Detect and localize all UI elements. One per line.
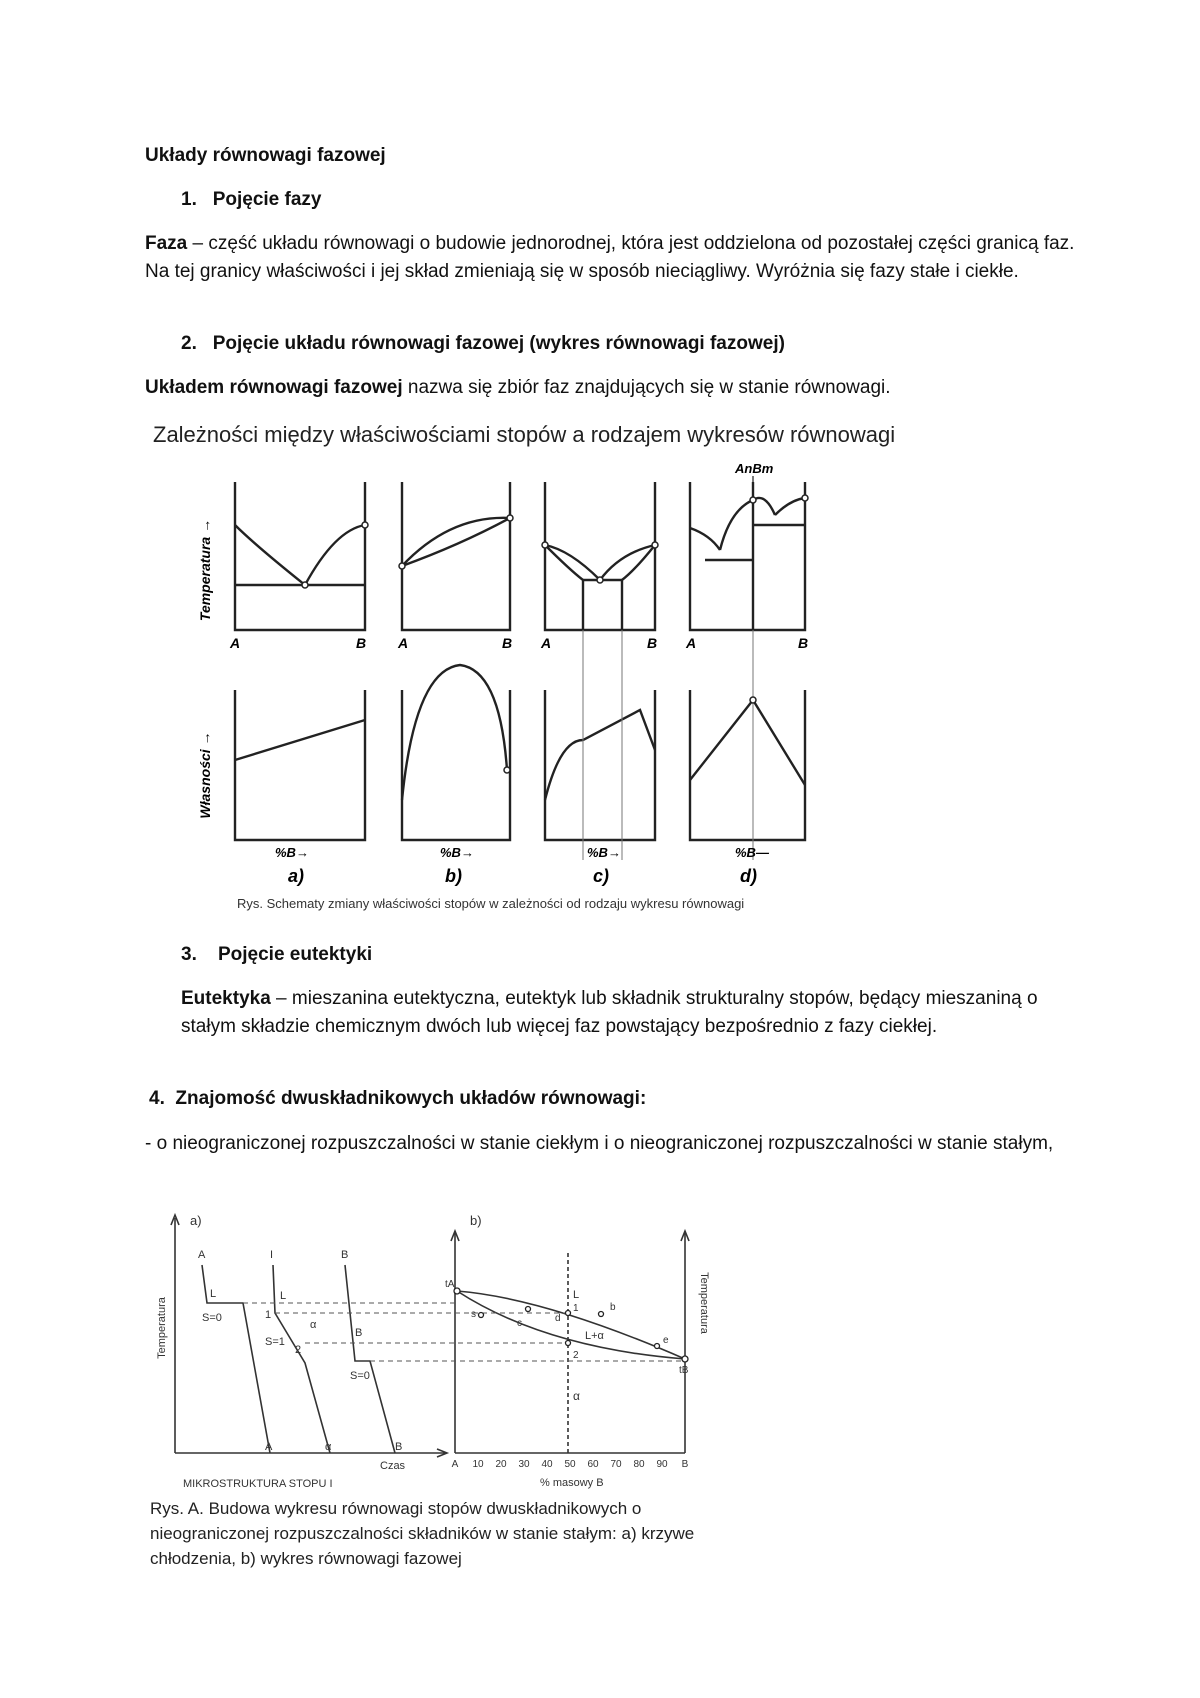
point-c: c [517,1318,522,1329]
phase-definition [145,230,1085,286]
ylabel-temperature-b: Temperatura [698,1272,710,1334]
definition-text: nazwa się zbiór faz znajdujących się w stanie równowagi. [402,377,891,398]
section-4-heading [149,1085,646,1113]
xlabel-d: %B— [735,845,769,860]
tick-3: 30 [518,1459,530,1470]
section-title: Pojęcie układu równowagi fazowej (wykres równowagi fazowej) [212,333,785,354]
tick-1: 10 [472,1459,484,1470]
term: Eutektyka [181,988,271,1009]
label-S0-a: S=0 [202,1312,222,1324]
point-2-b: 2 [573,1350,579,1361]
section-number: 1. [181,189,197,210]
term: Układem równowagi fazowej [145,377,403,398]
section-2-heading [181,330,785,358]
point-b: b [610,1302,616,1313]
term: Faza [145,233,188,254]
tick-6: 60 [587,1459,599,1470]
curve-label-B: B [341,1249,349,1261]
point-2-a: 2 [295,1344,302,1356]
panel-d-label: d) [740,866,757,886]
curve-label-A: A [198,1249,206,1261]
section-3-heading [181,941,372,969]
point-d: d [555,1313,561,1324]
ylabel-temperature: Temperatura → [197,518,213,622]
section-number: 3. [181,944,197,965]
label-A-b: A [398,635,409,651]
label-alpha-bottom: α [325,1441,332,1453]
label-A-a: A [230,635,241,651]
label-alpha-b: α [573,1389,580,1403]
section-4-text: - o nieograniczonej rozpuszczalności w stanie ciekłym i o nieograniczonej rozpuszczalności w stanie stałym, [145,1133,1054,1154]
point-e: e [663,1335,669,1346]
section-title: Pojęcie fazy [212,189,322,210]
tick-7: 70 [610,1459,622,1470]
xlabel-a: %B→ [275,845,309,860]
tick-10: B [681,1459,689,1470]
panel-b-label: b) [470,1213,482,1228]
definition-text: – mieszanina eutektyczna, eutektyk lub składnik strukturalny stopów, będący mieszaniną o stałym składzie chemicznym dwóch lub więcej faz powstający bezpośrednio z fazy ciekłej. [181,988,1038,1037]
label-L-i: L [280,1290,287,1302]
label-S1: S=1 [265,1336,285,1348]
section-title: Znajomość dwuskładnikowych układów równowagi: [175,1088,647,1109]
point-1-a: 1 [265,1309,272,1321]
panel-b-label: b) [445,866,462,886]
label-S0-b: S=0 [350,1370,370,1382]
section-title: Pojęcie eutektyki [217,944,373,965]
eutectic-definition [181,985,1081,1041]
section-number: 2. [181,333,197,354]
figure-unlimited-solubility [145,1203,710,1493]
label-alpha-a: α [310,1319,317,1331]
label-L-b: L [573,1289,580,1301]
label-B-d: B [798,635,809,651]
figure-2-caption: Rys. A. Budowa wykresu równowagi stopów dwuskładnikowych o nieograniczonej rozpuszczalności składników w stanie stałym: a) krzywe chłodzenia, b) wykres równowagi fazowej [150,1499,695,1568]
compound-label: AnBm [735,461,774,476]
label-A-d: A [686,635,697,651]
section-1-heading [181,186,321,214]
label-A-bottom: A [265,1441,273,1453]
label-tB: tB [679,1365,689,1376]
label-B-i: B [355,1327,363,1339]
point-1-b: 1 [573,1303,579,1314]
xlabel-b: %B→ [440,845,474,860]
figure-phase-diagram-types [150,420,950,920]
xlabel-time: Czas [380,1460,406,1472]
label-A-c: A [541,635,552,651]
page-title: Układy równowagi fazowej [145,145,386,166]
label-tA: tA [445,1279,455,1290]
system-definition [145,374,1085,402]
tick-2: 20 [495,1459,507,1470]
panel-c-label: c) [593,866,610,886]
ylabel-temperature-a: Temperatura [156,1297,168,1359]
tick-0: A [451,1459,459,1470]
point-s: s [471,1309,476,1320]
tick-9: 90 [656,1459,668,1470]
definition-text: – część układu równowagi o budowie jednorodnej, która jest oddzielona od pozostałej części granicą faz. Na tej granicy właściwości i jej skład zmieniają się w sposób nieciągliwy. Wyróżnia się fazy stałe i ciekłe. [145,233,1075,282]
tick-4: 40 [541,1459,553,1470]
microstructure-caption: MIKROSTRUKTURA STOPU I [183,1478,333,1490]
figure-1-caption: Rys. Schematy zmiany właściwości stopów w zależności od rodzaju wykresu równowagi [237,896,745,911]
xlabel-mass-percent: % masowy B [540,1477,604,1489]
label-L-alpha: L+α [585,1330,604,1342]
figure-1-drawing [150,420,950,920]
panel-a-label: a) [288,866,305,886]
figure-title: Zależności między właściwościami stopów a rodzajem wykresów równowagi [153,422,896,447]
panel-a-label: a) [190,1213,202,1228]
label-B-a: B [356,635,367,651]
section-number: 4. [149,1088,165,1109]
label-B-bottom: B [395,1441,403,1453]
tick-5: 50 [564,1459,576,1470]
xlabel-c: %B→ [587,845,621,860]
curve-label-I: I [270,1249,274,1261]
label-B-b: B [502,635,513,651]
label-L-a: L [210,1288,217,1300]
figure-2-drawing [145,1203,710,1493]
ylabel-properties: Własności → [197,731,213,819]
tick-8: 80 [633,1459,645,1470]
label-B-c: B [647,635,658,651]
